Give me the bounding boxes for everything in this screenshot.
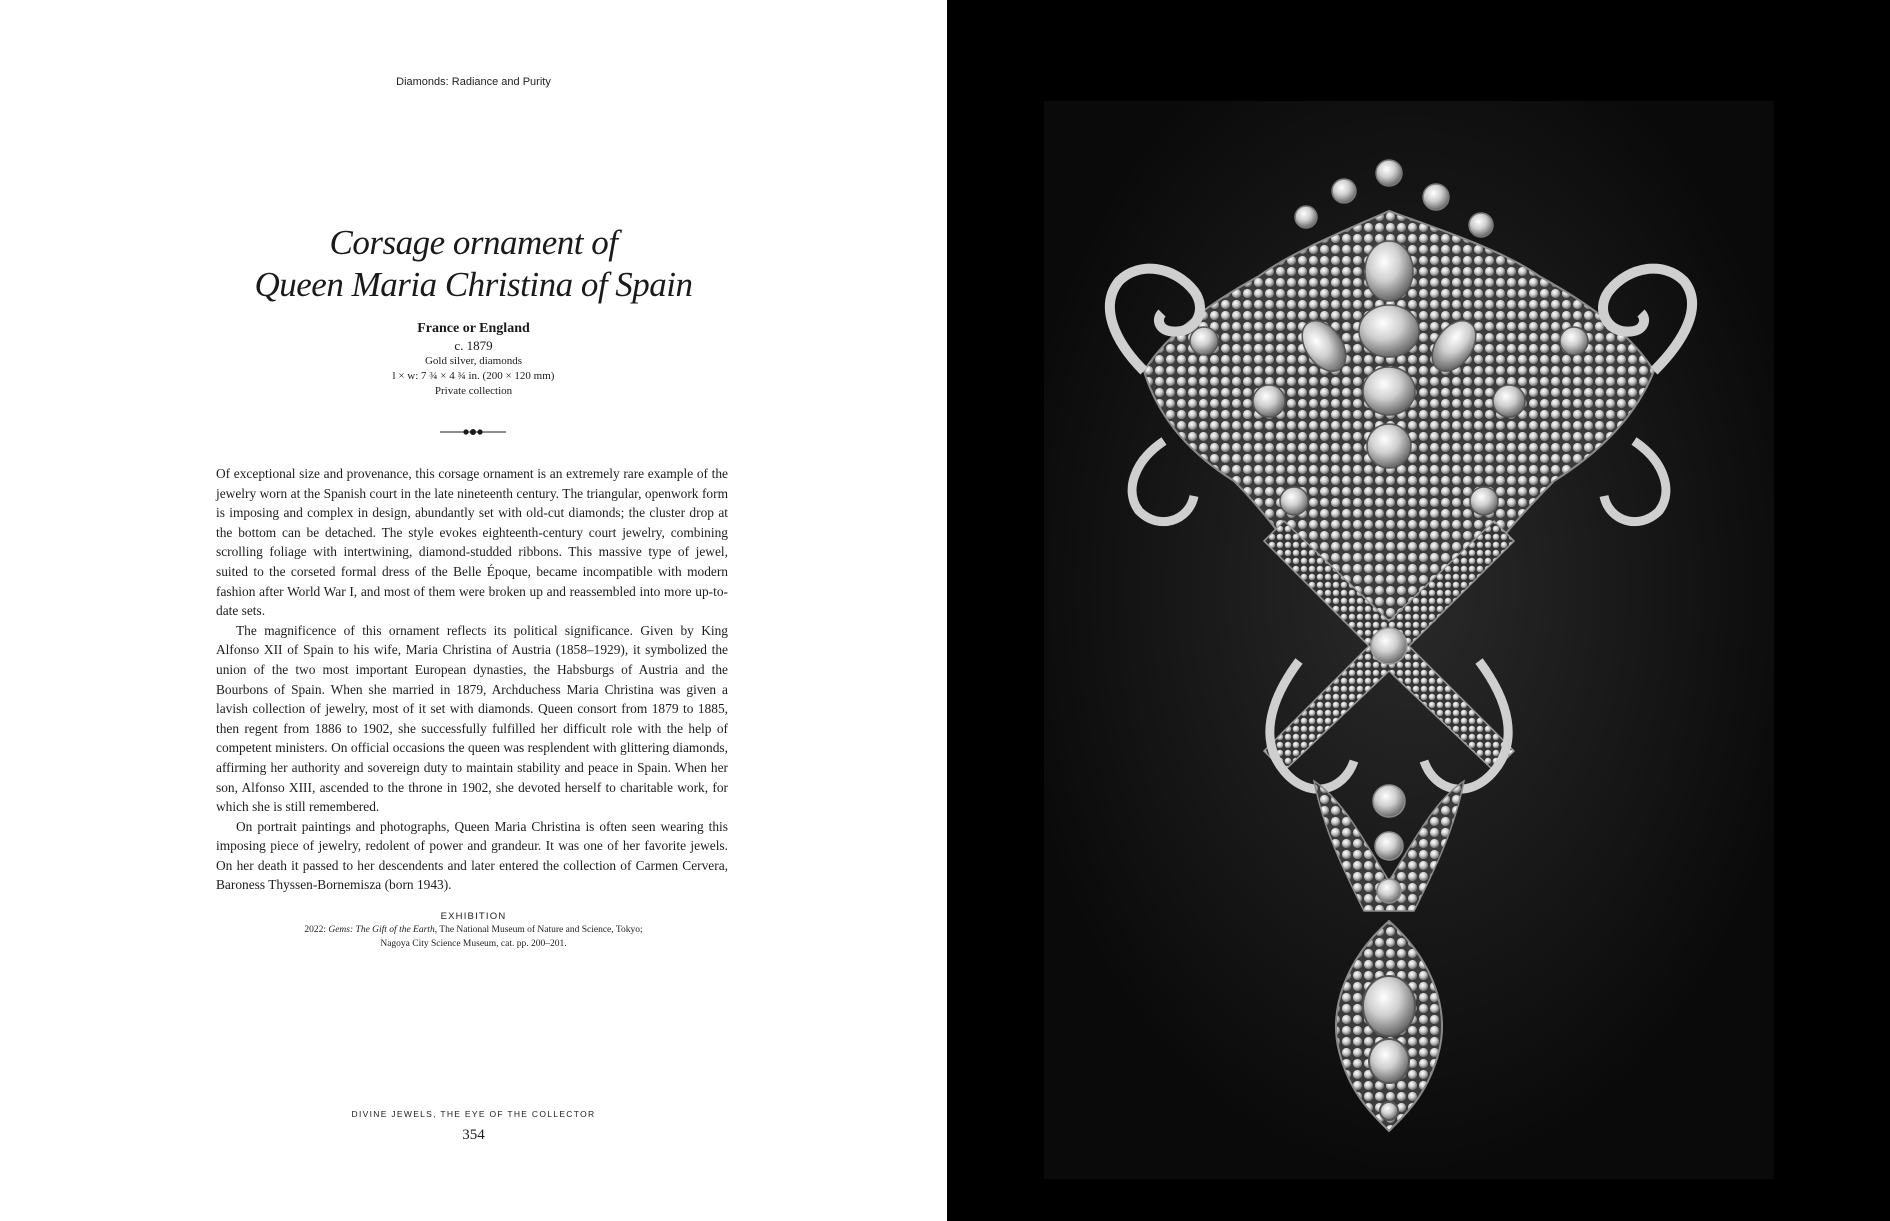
body-paragraph-3: On portrait paintings and photographs, Queen Maria Christina is often seen wearing this imposing piece of jewelry, redolent of power and grandeur. It was one of her favorite jewels. On her death it passed to her descendents and later entered the collection of Carmen Cervera, Baroness Thyssen-Bornemisza (born 1943). <box>216 818 728 893</box>
body-text <box>216 464 728 895</box>
entry-title <box>0 222 947 306</box>
jewel-photograph <box>1044 101 1774 1179</box>
title-line-1: Corsage ornament of <box>329 223 618 262</box>
body-paragraph-2: The magnificence of this ornament reflects its political significance. Given by King Alfonso XII of Spain to his wife, Maria Christina of Austria (1858–1929), it symbolized the union of the two most important European dynasties, the Habsburgs of Austria and the Bourbons of Spain. When she married in 1879, Archduchess Maria Christina was given a lavish collection of jewelry, most of it set with diamonds. Queen consort from 1879 to 1885, then regent from 1886 to 1902, she successfully fulfilled her difficult role with the help of competent ministers. On official occasions the queen was resplendent with glittering diamonds, affirming her authority and sovereign duty to maintain stability and peace in Spain. When her son, Alfonso XIII, ascended to the throne in 1902, she devoted herself to charitable work, for which she is still remembered. <box>216 622 728 815</box>
corsage-ornament-illustration <box>1044 101 1774 1179</box>
exhibition-year: 2022: <box>304 925 326 935</box>
running-head: Diamonds: Radiance and Purity <box>396 76 551 88</box>
page-footer <box>0 1108 947 1146</box>
exhibition-line-1 <box>0 923 947 937</box>
object-origin: France or England <box>417 321 530 336</box>
object-materials: Gold silver, diamonds <box>424 355 523 367</box>
exhibition-title: Gems: The Gift of the Earth <box>328 925 435 935</box>
exhibition-section <box>0 910 947 951</box>
body-paragraph-1: Of exceptional size and provenance, this corsage ornament is an extremely rare example of the jewelry worn at the Spanish court in the late nineteenth century. The triangular, openwork form is imposing and complex in design, abundantly set with old-cut diamonds; the cluster drop at the bottom can be detached. The style evokes eighteenth-century court jewelry, combining scrolling foliage with intertwining, diamond-studded ribbons. This massive type of jewel, suited to the corseted formal dress of the Belle Époque, became incompatible with modern fashion after World War I, and most of them were broken up and reassembled into more up-to-date sets. <box>216 466 728 619</box>
object-date: c. 1879 <box>454 338 493 353</box>
title-line-2: Queen Maria Christina of Spain <box>254 265 693 304</box>
object-collection: Private collection <box>434 385 513 397</box>
exhibition-venue: , The National Museum of Nature and Science, Tokyo; <box>434 925 643 935</box>
exhibition-line-2: Nagoya City Science Museum, cat. pp. 200–201. <box>380 939 567 949</box>
right-page <box>947 0 1890 1221</box>
object-details <box>0 320 947 399</box>
object-dimensions: l × w: 7 ¾ × 4 ¾ in. (200 × 120 mm) <box>392 370 555 382</box>
exhibition-heading: EXHIBITION <box>440 911 507 922</box>
book-title: DIVINE JEWELS, THE EYE OF THE COLLECTOR <box>351 1109 596 1119</box>
page-number: 354 <box>462 1127 485 1143</box>
divider-ornament-icon <box>440 425 506 439</box>
